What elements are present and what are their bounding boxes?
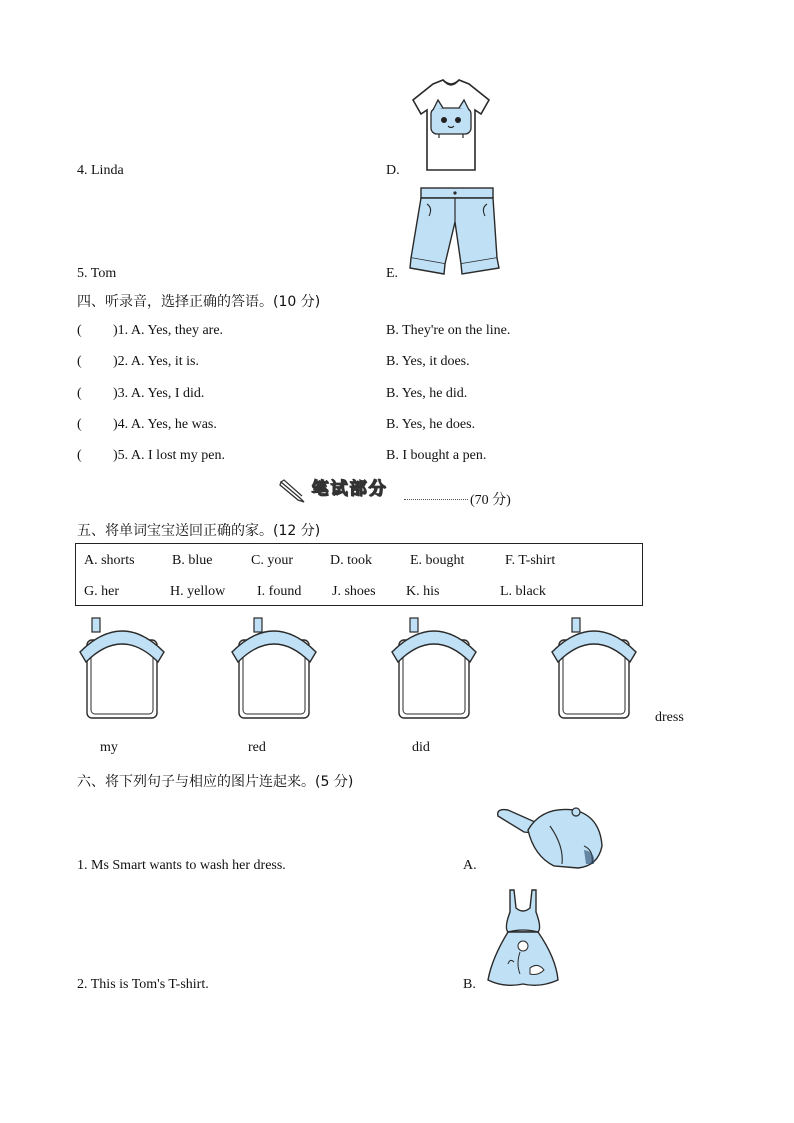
word-e: E. bought: [410, 553, 465, 568]
section6-title: 六、将下列句子与相应的图片连起来。(5 分): [77, 774, 354, 790]
match-letter-e: E.: [386, 266, 399, 281]
picture-letter-a: A.: [463, 858, 477, 873]
house-red[interactable]: [230, 616, 318, 725]
match-item-4: 4. Linda: [77, 163, 124, 178]
written-part-score: (70 分): [470, 493, 511, 508]
question-row: [77, 448, 225, 464]
word-j: J. shoes: [332, 584, 376, 599]
option-b: B. They're on the line.: [386, 323, 511, 338]
word-c: C. your: [251, 553, 293, 568]
house-label-my: my: [100, 740, 118, 755]
answer-blank-open[interactable]: (: [77, 386, 82, 401]
word-k: K. his: [406, 584, 440, 599]
word-f: F. T-shirt: [505, 553, 556, 568]
dress-picture: [486, 888, 560, 993]
question-row: [77, 417, 217, 433]
word-h: H. yellow: [170, 584, 226, 599]
match-item-5: 5. Tom: [77, 266, 117, 281]
word-b: B. blue: [172, 553, 213, 568]
word-l: L. black: [500, 584, 546, 599]
answer-blank-open[interactable]: (: [77, 448, 82, 463]
pencil-icon: [278, 478, 308, 504]
word-g: G. her: [84, 584, 119, 599]
question-number: )3.: [113, 386, 129, 401]
question-number: )5.: [113, 448, 129, 463]
option-b: B. Yes, he did.: [386, 386, 468, 401]
section4-title: 四、听录音，选择正确的答语。(10 分): [77, 294, 321, 310]
option-b: B. Yes, it does.: [386, 354, 470, 369]
answer-blank-open[interactable]: (: [77, 417, 82, 432]
sentence-2: 2. This is Tom's T-shirt.: [77, 977, 209, 992]
match-letter-d: D.: [386, 163, 400, 178]
written-part-label: 笔试部分: [311, 479, 388, 499]
question-row: [77, 354, 199, 370]
word-a: A. shorts: [84, 553, 135, 568]
picture-letter-b: B.: [463, 977, 476, 992]
house-label-red: red: [248, 740, 266, 755]
section5-title: 五、将单词宝宝送回正确的家。(12 分): [77, 523, 321, 539]
question-number: )4.: [113, 417, 129, 432]
option-a: A. Yes, it is.: [130, 354, 199, 369]
option-a: A. Yes, he was.: [130, 417, 217, 432]
written-part-banner: [278, 474, 388, 504]
option-b: B. I bought a pen.: [386, 448, 487, 463]
word-i: I. found: [257, 584, 302, 599]
house-dress[interactable]: [550, 616, 638, 725]
sentence-1: 1. Ms Smart wants to wash her dress.: [77, 858, 286, 873]
shorts-picture: [407, 186, 505, 281]
option-a: A. Yes, I did.: [130, 386, 205, 401]
question-number: )2.: [113, 354, 129, 369]
cap-picture: [494, 806, 606, 877]
banner-underline: [404, 499, 468, 500]
option-a: A. Yes, they are.: [130, 323, 224, 338]
word-d: D. took: [330, 553, 372, 568]
option-b: B. Yes, he does.: [386, 417, 476, 432]
house-did[interactable]: [390, 616, 478, 725]
house-my[interactable]: [78, 616, 166, 725]
house-label-dress: dress: [655, 710, 684, 725]
question-row: [77, 386, 204, 402]
answer-blank-open[interactable]: (: [77, 323, 82, 338]
tshirt-cat-picture: [411, 78, 491, 179]
answer-blank-open[interactable]: (: [77, 354, 82, 369]
question-number: )1.: [113, 323, 129, 338]
question-row: [77, 323, 223, 339]
house-label-did: did: [412, 740, 430, 755]
option-a: A. I lost my pen.: [130, 448, 226, 463]
